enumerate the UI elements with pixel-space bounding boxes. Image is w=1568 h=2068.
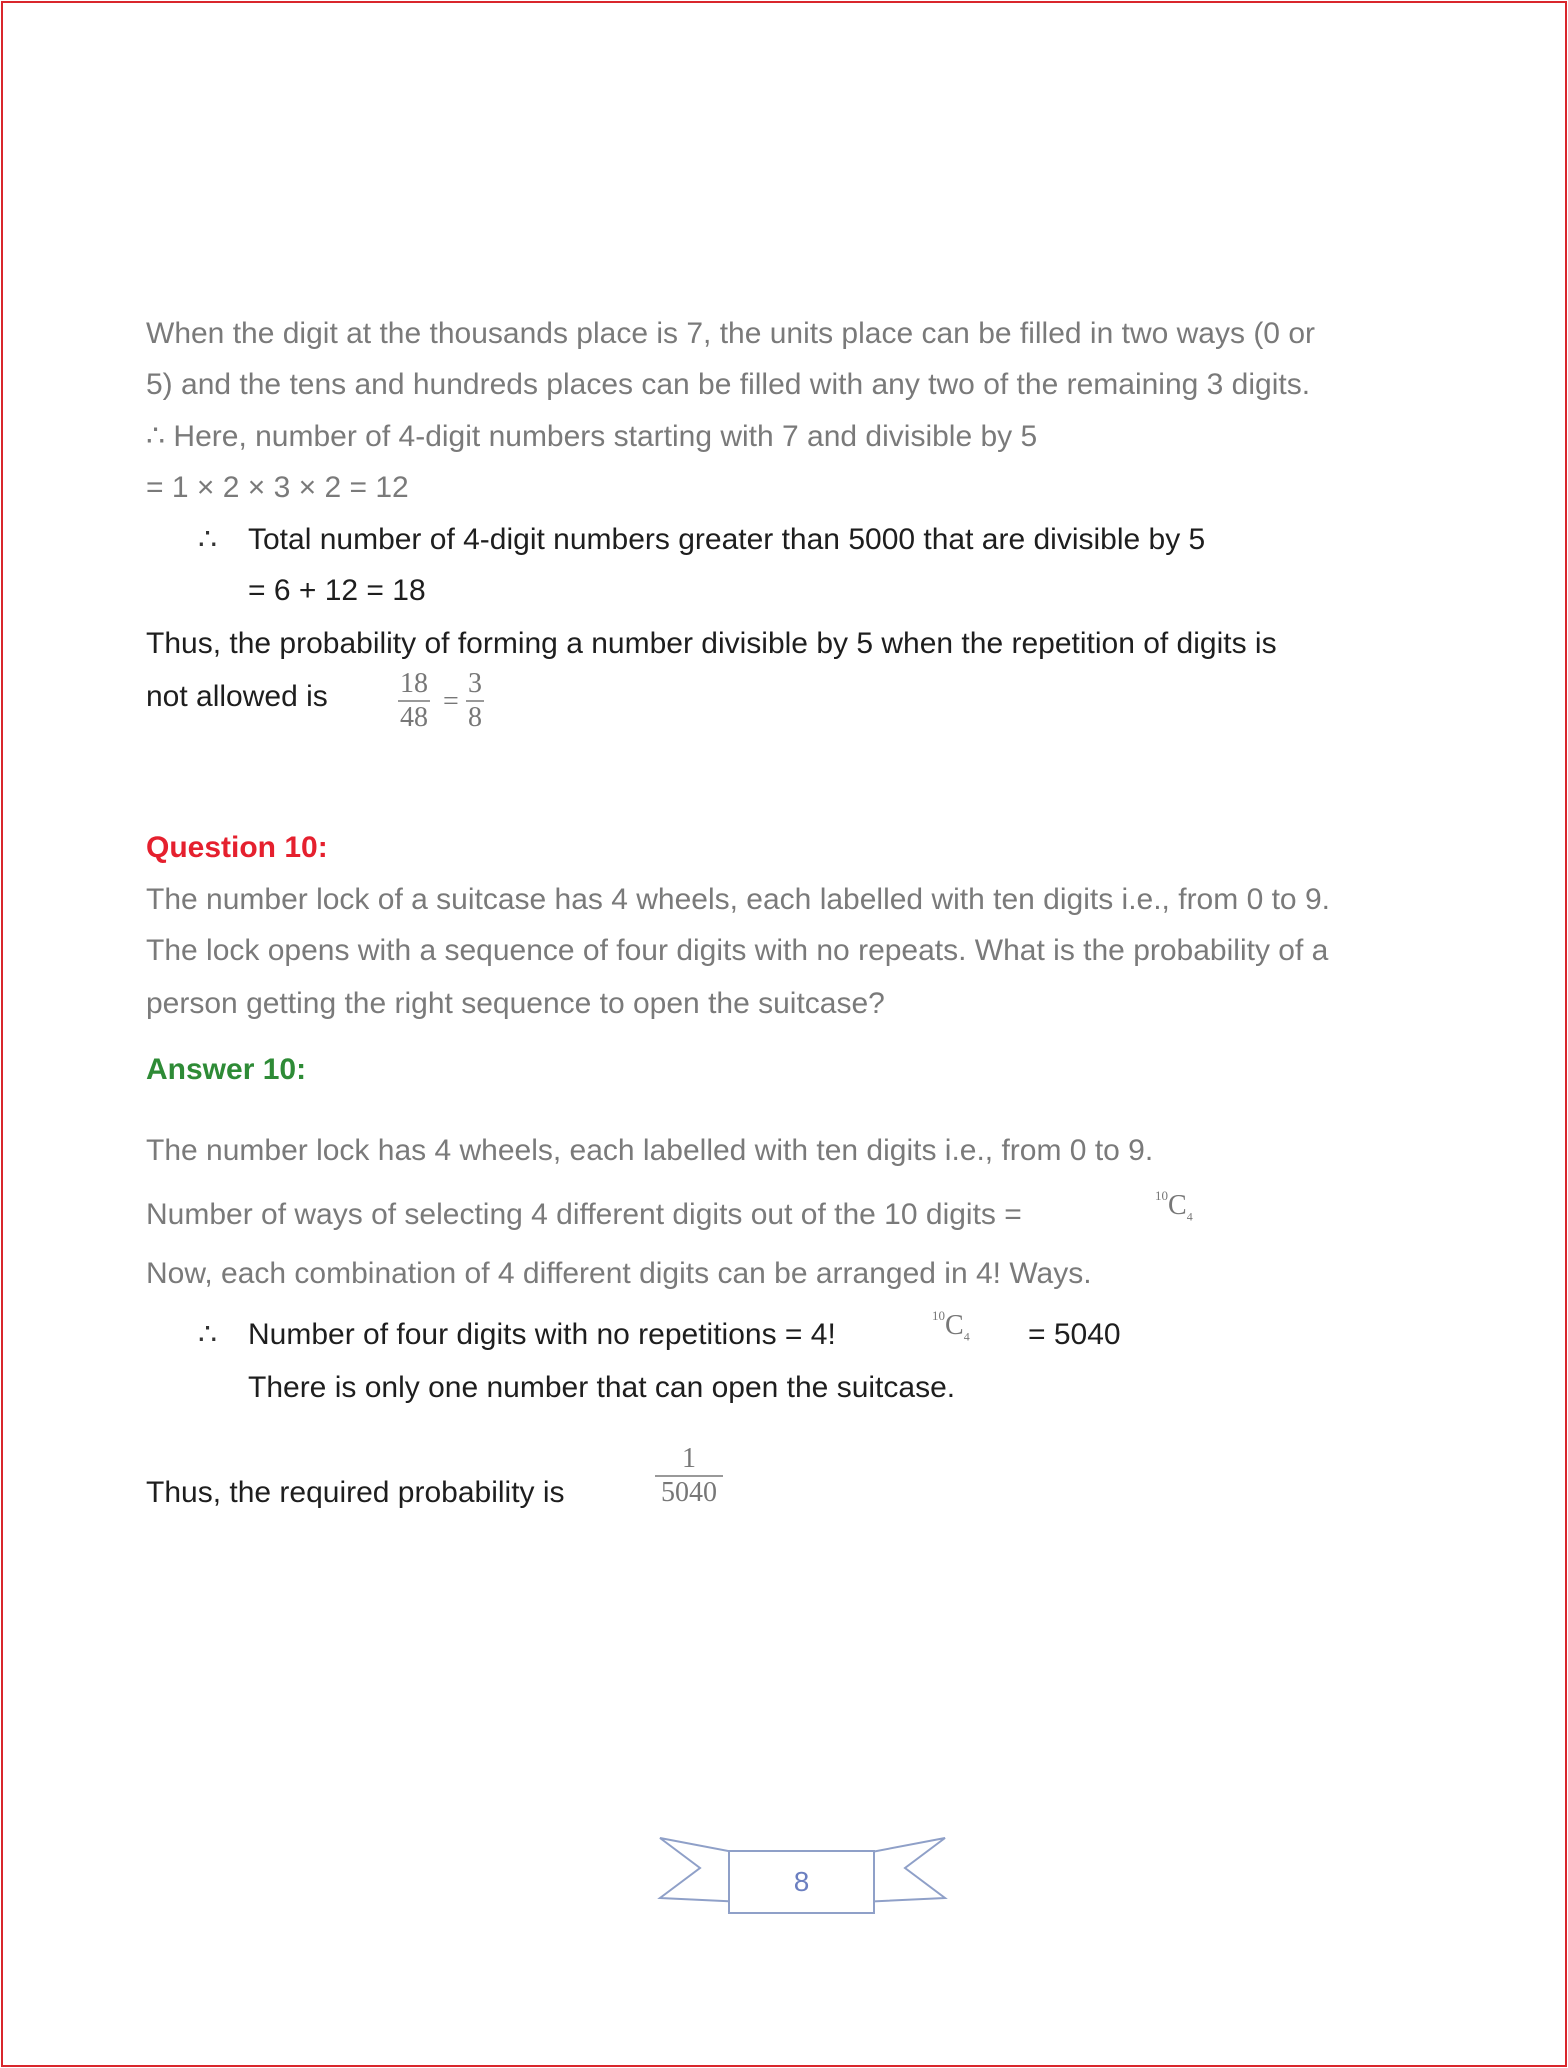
- denominator: 5040: [661, 1477, 717, 1508]
- therefore-icon: ∴: [198, 523, 218, 557]
- answer-title: Answer 10:: [146, 1053, 307, 1086]
- therefore-icon: ∴: [198, 1318, 218, 1352]
- ncr-c: C: [1168, 1190, 1187, 1221]
- denominator: 8: [468, 702, 482, 733]
- fraction-1-5040: [655, 1443, 723, 1509]
- ncr-expression: [1155, 1188, 1193, 1225]
- answer-line: The number lock has 4 wheels, each labelled with ten digits i.e., from 0 to 9.: [146, 1134, 1154, 1167]
- text-line: ∴ Here, number of 4-digit numbers starting with 7 and divisible by 5: [146, 420, 1038, 453]
- fraction-3-8: [466, 668, 484, 734]
- ncr-expression: [932, 1308, 970, 1345]
- ncr-r: 4: [963, 1329, 970, 1344]
- page-number: 8: [728, 1850, 875, 1914]
- answer-line: Number of ways of selecting 4 different digits out of the 10 digits =: [146, 1198, 1022, 1231]
- text-line: = 6 + 12 = 18: [248, 574, 426, 607]
- question-line: The number lock of a suitcase has 4 wheels, each labelled with ten digits i.e., from 0 to 9.: [146, 883, 1330, 916]
- fraction-18-48: [398, 668, 430, 734]
- denominator: 48: [400, 702, 428, 733]
- text-line: Total number of 4-digit numbers greater than 5000 that are divisible by 5: [248, 523, 1206, 556]
- question-line: The lock opens with a sequence of four digits with no repeats. What is the probability of a: [146, 934, 1329, 967]
- page-border: [1, 1, 1567, 2067]
- answer-line: There is only one number that can open the suitcase.: [248, 1371, 956, 1404]
- numerator: 3: [466, 668, 484, 702]
- answer-line: Thus, the required probability is: [146, 1476, 565, 1509]
- question-title: Question 10:: [146, 831, 328, 864]
- text-line: = 1 × 2 × 3 × 2 = 12: [146, 471, 409, 504]
- numerator: 18: [398, 668, 430, 702]
- ncr-n: 10: [932, 1308, 945, 1323]
- text-line: Thus, the probability of forming a number divisible by 5 when the repetition of digits is: [146, 627, 1277, 660]
- ncr-r: 4: [1186, 1209, 1193, 1224]
- ncr-n: 10: [1155, 1188, 1168, 1203]
- text-line: 5) and the tens and hundreds places can be filled with any two of the remaining 3 digits.: [146, 368, 1311, 401]
- text-line: not allowed is: [146, 680, 328, 713]
- numerator: 1: [655, 1443, 723, 1477]
- question-line: person getting the right sequence to open the suitcase?: [146, 987, 885, 1020]
- text-line: When the digit at the thousands place is 7, the units place can be filled in two ways (0 or: [146, 317, 1316, 350]
- answer-line: Number of four digits with no repetitions = 4!: [248, 1318, 836, 1351]
- ncr-c: C: [945, 1310, 964, 1341]
- answer-line: Now, each combination of 4 different digits can be arranged in 4! Ways.: [146, 1257, 1092, 1290]
- answer-result: = 5040: [1028, 1318, 1121, 1351]
- equals-sign: =: [443, 686, 459, 717]
